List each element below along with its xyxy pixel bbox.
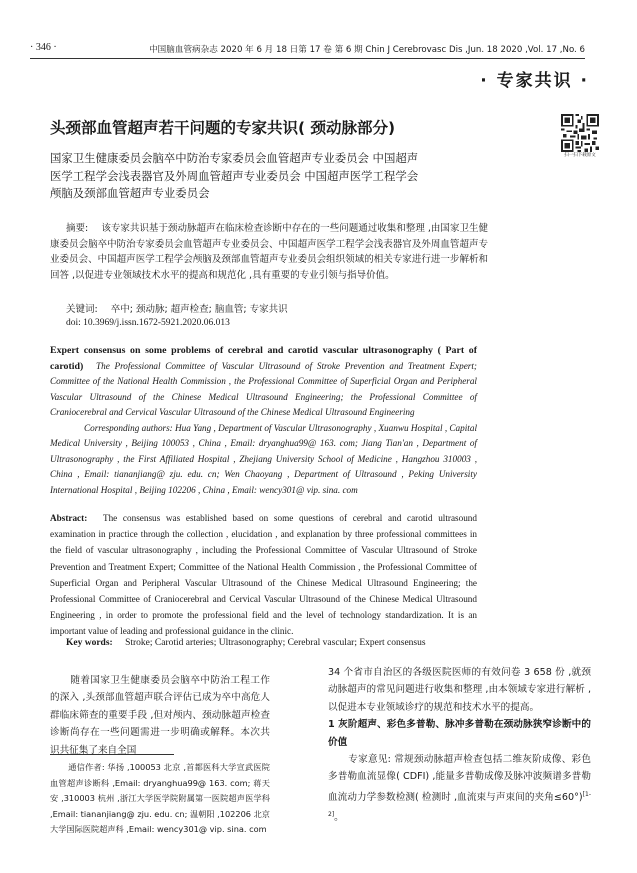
author-line: 颅脑及颈部血管超声专业委员会 <box>50 186 210 200</box>
english-title: Expert consensus on some problems of cerebral and carotid vascular ultrasonography ( Part of carotid) <box>50 345 477 372</box>
running-head: 中国脑血管病杂志 2020 年 6 月 18 日第 17 卷 第 6 期 Chin J Cerebrovasc Dis ,Jun. 18 2020 ,Vol. 17 ,No. 6 <box>149 45 585 55</box>
author-line: 国家卫生健康委员会脑卒中防治专家委员会血管超声专业委员会 中国超声 <box>50 151 419 165</box>
english-committees: The Professional Committee of Vascular Ultrasound of Stroke Prevention and Treatment Expert; Committee of the National Health Commission , the Professional Committee of Superficial Organ and Peripheral Vascular Ultrasound of the Chinese Medical Ultrasound Engineering; the Professional Committee of Craniocerebral and Cervical Vascular Ultrasound of the Chinese Medical Ultrasound Engineering <box>50 360 477 417</box>
chinese-keywords <box>66 301 288 315</box>
corresponding-footnote <box>50 760 270 838</box>
author-line: 医学工程学会浅表器官及外周血管超声专业委员会 中国超声医学工程学会 <box>50 168 419 183</box>
author-committees <box>50 150 520 203</box>
end-mark: 。 <box>334 812 344 824</box>
english-keywords <box>66 638 426 648</box>
english-keywords-label: Key words: <box>66 638 113 648</box>
qr-caption: 扫一扫下载原文 <box>564 153 596 158</box>
article-title: 头颈部血管超声若干问题的专家共识( 颈动脉部分) <box>50 119 396 137</box>
page-number: · 346 · <box>30 42 57 53</box>
body-left-column <box>50 672 270 759</box>
footnote-divider <box>50 754 174 755</box>
english-abstract-text: The consensus was established based on some questions of cerebral and carotid ultrasound examination in practice through the collection , elucidation , and explanation by three professional committees in the field of vascular ultrasonography , including the Professional Committee of Vascular Ultrasound of Stroke Prevention and Treatment Expert; Committee of the National Health Commission , the Professional Committee of Superficial Organ and Peripheral Vascular Ultrasound of the Chinese Medical Ultrasound Engineering; the Professional Committee of Craniocerebral and Cervical Vascular Ultrasound of the Chinese Medical Ultrasound Engineering , in order to promote the professional field and the level of technology standardization. It is an important value of leading and professional guidance in the clinic. <box>50 513 477 637</box>
abstract-label: 摘要: <box>66 223 89 234</box>
english-abstract <box>50 510 477 640</box>
chinese-abstract <box>50 221 488 283</box>
qr-code-icon <box>561 114 599 152</box>
citation: [1-2] <box>328 790 591 819</box>
abstract-text: 该专家共识基于颈动脉超声在临床检查诊断中存在的一些问题通过收集和整理 ,由国家卫生健康委员会脑卒中防治专家委员会血管超声专业委员会、中国超声医学工程学会浅表器官及外周血管超声专业委员会、中国超声医学工程学会颅脑及颈部血管超声专业委员会组织领域的相关专家进行进一步解析和回答 ,以促进专业领域技术水平的提高和规范化 ,具有重要的专业引领与指导价值。 <box>50 223 488 281</box>
corresponding-authors: Corresponding authors: Hua Yang , Department of Vascular Ultrasonography , Xuanwu Hospital , Capital Medical University , Beijing 100053 , China , Email: dryanghua99@ 163. com; Jiang Tian'an , Department of Ultrasonography , the First Affiliated Hospital , Zhejiang University School of Medicine , Hangzhou 310003 , China , Email: tiananjiang@ zju. edu. cn; Wen Chaoyang , Department of Ultrasound , Peking University International Hospital , Beijing 102206 , China , Email: wency301@ vip. sina. com <box>50 422 477 495</box>
expert-opinion: 专家意见: 常规颈动脉超声检查包括二维灰阶成像、彩色多普勒血流显像( CDFI) ,能量多普勒成像及脉冲波频谱多普勒血流动力学参数检测( 检测时 ,血流束与声束间的夹角≤60°) <box>328 754 591 804</box>
doi: doi: 10.3969/j.issn.1672-5921.2020.06.013 <box>66 318 230 328</box>
english-keywords-text: Stroke; Carotid arteries; Ultrasonography; Cerebral vascular; Expert consensus <box>125 638 426 648</box>
section-heading: 1 灰阶超声、彩色多普勒、脉冲多普勒在颈动脉狭窄诊断中的价值 <box>328 719 591 748</box>
english-header-block <box>50 343 477 498</box>
intro-paragraph-continued: 34 个省市自治区的各级医院医师的有效问卷 3 658 份 ,就颈动脉超声的常见问题进行收集和整理 ,由本领域专家进行解析 ,以促进本专业领域诊疗的规范和技术水平的提高。 <box>328 667 591 713</box>
header-divider <box>30 58 585 59</box>
footnote-text: 通信作者: 华扬 ,100053 北京 ,首都医科大学宣武医院血管超声诊断科 ,Email: dryanghua99@ 163. com; 蒋天安 ,310003 杭州 ,浙江大学医学院附属第一医院超声医学科 ,Email: tiananjiang@ zju. edu. cn; 温朝阳 ,102206 北京大学国际医院超声科 ,Email: wency301@ vip. sina. com <box>50 762 270 835</box>
intro-paragraph: 随着国家卫生健康委员会脑卒中防治工程工作的深入 ,头颈部血管超声联合评估已成为卒中高危人群临床筛查的重要手段 ,但对颅内、颈动脉超声检查诊断尚存在一些问题需进一步明确或解释。本次共识共征集了来自全国 <box>50 675 270 756</box>
keywords-label: 关键词: <box>66 304 98 315</box>
body-right-column <box>328 664 591 827</box>
section-tag: · 专家共识 · <box>480 71 589 91</box>
english-abstract-label: Abstract: <box>50 513 88 523</box>
keywords-text: 卒中; 颈动脉; 超声检查; 脑血管; 专家共识 <box>110 304 288 315</box>
